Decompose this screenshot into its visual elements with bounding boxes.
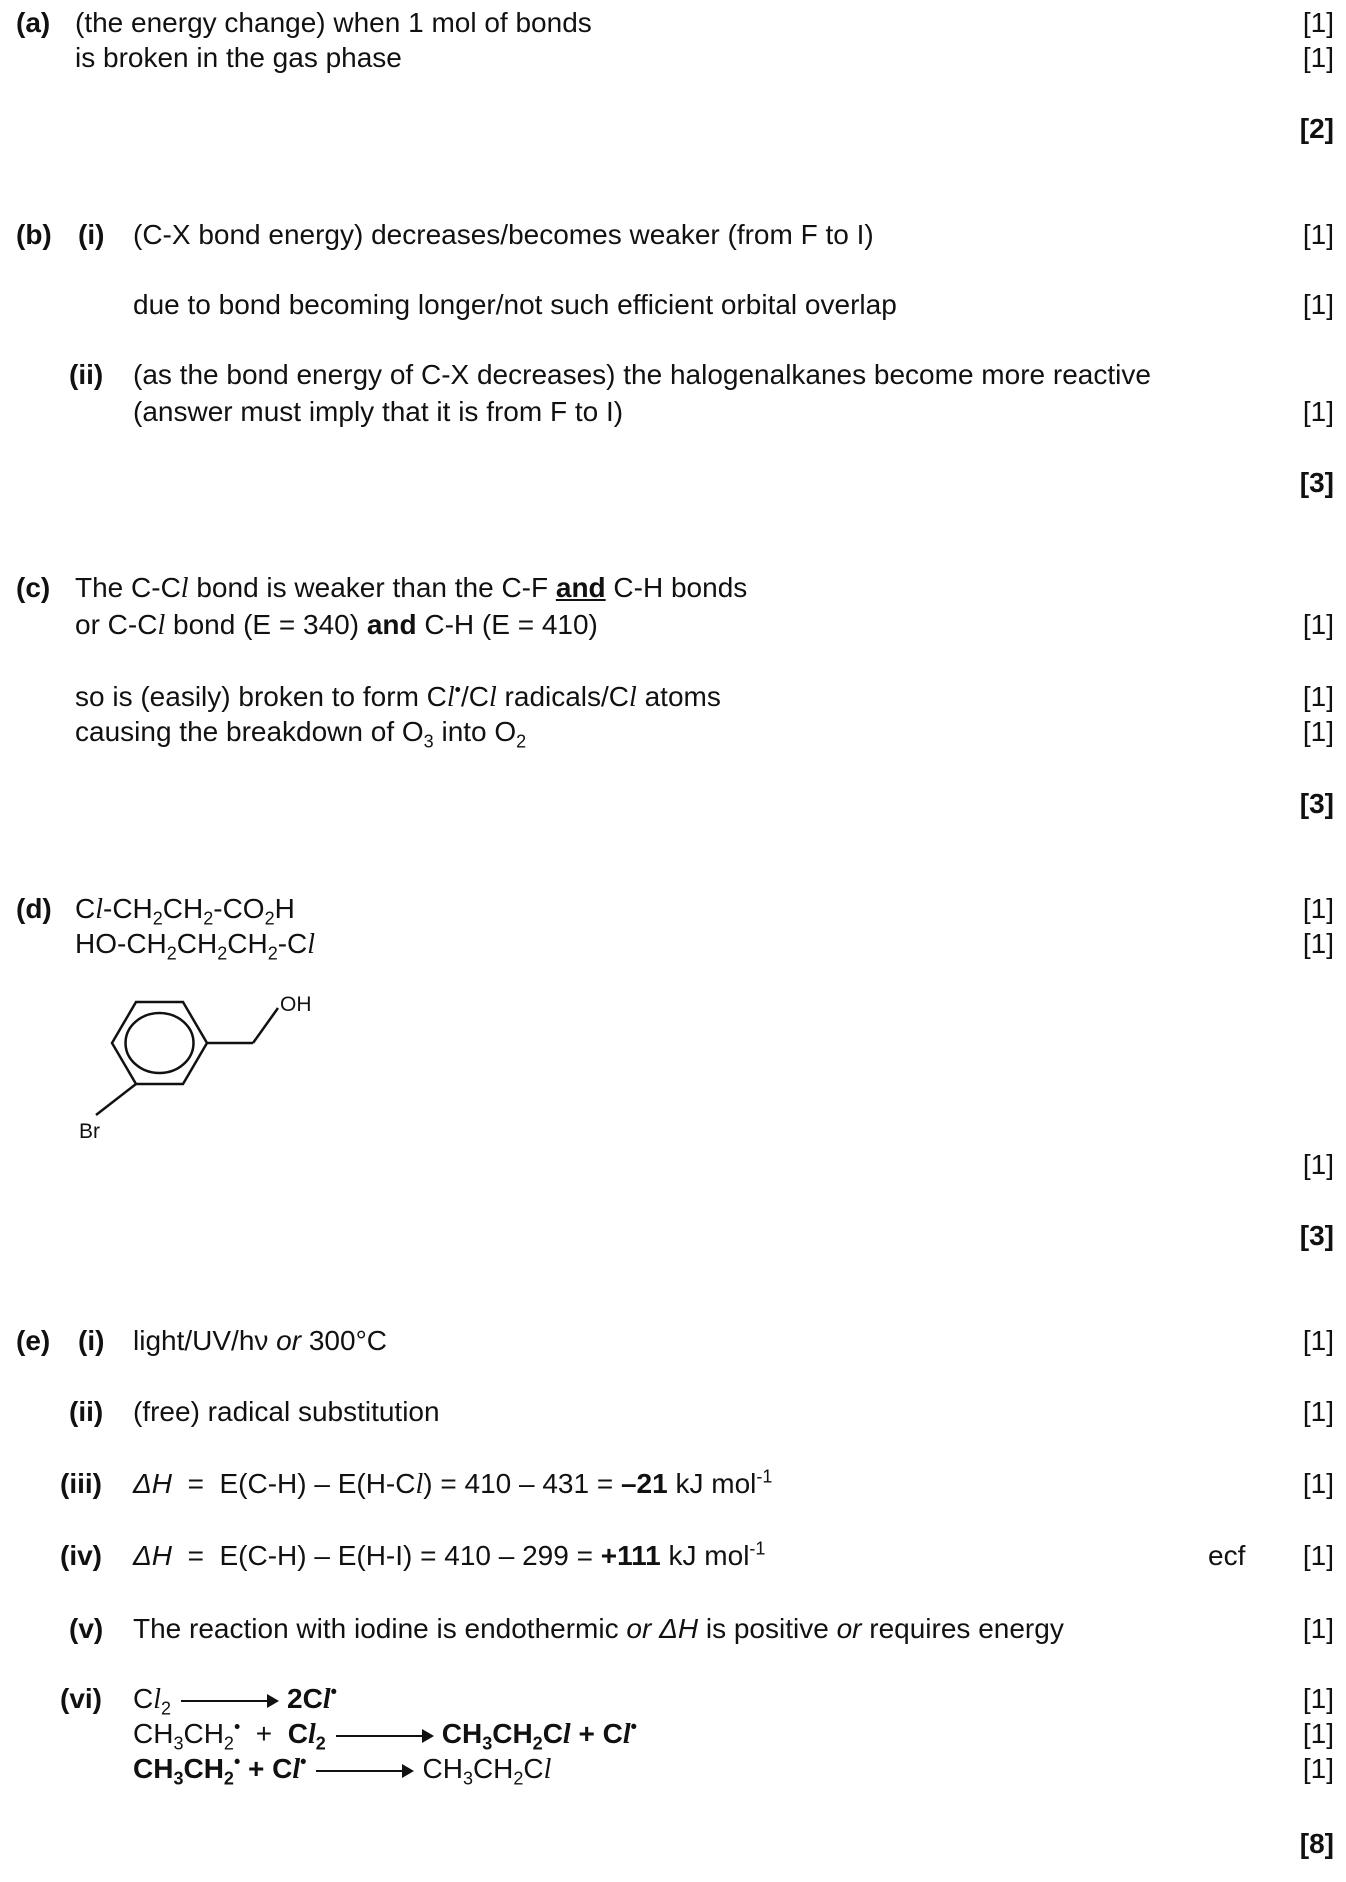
text: CH: [227, 928, 268, 959]
italic-l: l: [292, 1754, 301, 1785]
reaction-1: [133, 1681, 337, 1719]
italic-l: l: [629, 682, 637, 713]
text: [651, 1613, 659, 1644]
text: bond (E = 340): [165, 609, 367, 640]
reaction-2: [133, 1716, 637, 1754]
section-d-mark-1: [1]: [1302, 893, 1334, 924]
text: -CO: [213, 893, 265, 924]
subscript: 3: [173, 1768, 184, 1789]
text: C: [75, 893, 96, 924]
text: CH: [133, 1753, 174, 1784]
section-b-i-line-1: (C-X bond energy) decreases/becomes weaker (from F to I): [133, 219, 874, 250]
section-e-label: (e): [16, 1325, 51, 1356]
underlined-and: and: [555, 572, 606, 603]
reaction-arrow-icon: [336, 1735, 432, 1737]
italic-l: l: [488, 682, 497, 713]
bold-and: and: [366, 609, 417, 640]
text: = E(C-H) – E(H-C: [172, 1468, 416, 1499]
section-e-ii-text: (free) radical substitution: [133, 1396, 440, 1427]
subscript: 2: [217, 943, 228, 964]
delta-h: ΔH: [133, 1540, 173, 1571]
section-b-ii-line-2: (answer must imply that it is from F to I): [133, 396, 624, 427]
section-c-line-3: [75, 679, 721, 713]
italic-l: l: [622, 1719, 631, 1750]
subscript: 2: [532, 1733, 543, 1754]
text: CH: [162, 893, 204, 924]
text: is positive: [698, 1613, 837, 1644]
superscript: -1: [756, 1466, 773, 1487]
section-a-label: (a): [16, 7, 51, 38]
section-e-iv-text: [133, 1538, 766, 1571]
product-bold: 2C: [287, 1683, 323, 1714]
text: C-H (E = 410): [416, 609, 598, 640]
br-label: Br: [79, 1120, 100, 1143]
radical-dot: •: [233, 1716, 241, 1737]
section-d-mark-2: [1]: [1302, 928, 1334, 959]
text: -CH: [103, 893, 153, 924]
text: HO-CH: [75, 928, 167, 959]
reaction-arrow-icon: [316, 1770, 412, 1772]
subscript: 2: [516, 731, 527, 752]
text: CH: [441, 1718, 483, 1749]
text: /C: [460, 681, 489, 712]
section-b-ii-mark: [1]: [1302, 396, 1334, 427]
section-e-v-mark: [1]: [1302, 1613, 1334, 1644]
section-e-vi-mark-2: [1]: [1302, 1718, 1334, 1749]
section-e-iii-text: [133, 1466, 773, 1500]
radical-dot: •: [233, 1751, 241, 1772]
italic-or: or: [276, 1325, 302, 1356]
section-e-vi-mark-1: [1]: [1302, 1683, 1334, 1714]
section-c-mark-3: [1]: [1302, 716, 1334, 747]
subscript: 2: [166, 943, 177, 964]
subscript: 3: [173, 1733, 184, 1754]
section-b-i-mark-2: [1]: [1302, 289, 1334, 320]
italic-or: or: [836, 1613, 862, 1644]
text: +: [240, 1718, 288, 1749]
subscript: 2: [161, 1698, 172, 1719]
section-d-label: (d): [16, 893, 52, 924]
text: bond is weaker than the C-F: [188, 572, 556, 603]
text: C: [133, 1683, 154, 1714]
text: + C: [570, 1718, 623, 1749]
oh-label: OH: [280, 993, 312, 1016]
section-c-mark-1: [1]: [1302, 609, 1334, 640]
text: CH: [183, 1718, 224, 1749]
text: CH: [183, 1753, 224, 1784]
section-b-total: [3]: [1299, 467, 1334, 498]
section-c-mark-2: [1]: [1302, 681, 1334, 712]
radical-dot: •: [300, 1751, 307, 1772]
section-d-formula-2: [75, 928, 316, 964]
delta-h: ΔH: [659, 1613, 699, 1644]
subscript: 2: [513, 1768, 524, 1789]
section-e-iii-mark: [1]: [1302, 1468, 1334, 1499]
section-a-mark-1: [1]: [1302, 7, 1334, 38]
section-c-total: [3]: [1299, 788, 1334, 819]
text: C: [287, 1718, 308, 1749]
text: CH: [176, 928, 218, 959]
text: causing the breakdown of O: [75, 716, 424, 747]
subscript: 3: [462, 1768, 473, 1789]
text: CH: [472, 1753, 514, 1784]
delta-h: ΔH: [133, 1468, 173, 1499]
aromatic-circle: [126, 1013, 194, 1073]
section-b-i-mark-1: [1]: [1302, 219, 1334, 250]
section-e-iii-label: (iii): [60, 1468, 102, 1499]
subscript: 2: [267, 943, 278, 964]
radical-dot: •: [630, 1716, 637, 1737]
subscript: 2: [223, 1733, 234, 1754]
section-c-line-2: [75, 611, 598, 640]
italic-l: l: [415, 1469, 424, 1500]
section-a-line-1: (the energy change) when 1 mol of bonds: [75, 7, 592, 38]
section-b-label: (b): [16, 219, 52, 250]
text: The C-C: [75, 572, 181, 603]
italic-l: l: [307, 1719, 316, 1750]
oh-bond: [253, 1008, 278, 1043]
subscript: 3: [423, 731, 434, 752]
text: C-H bonds: [605, 572, 748, 603]
section-e-v-text: [133, 1615, 1064, 1643]
section-e-ii-label: (ii): [69, 1396, 104, 1427]
section-d-mark-3: [1]: [1302, 1149, 1334, 1180]
text: CH: [492, 1718, 533, 1749]
section-c-line-4: [75, 716, 527, 752]
text: radicals/C: [496, 681, 630, 712]
section-e-v-label: (v): [69, 1613, 104, 1644]
italic-l: l: [307, 929, 316, 960]
section-e-i-text: [133, 1327, 387, 1355]
section-b-ii-label: (ii): [69, 359, 104, 390]
subscript: 2: [152, 908, 163, 929]
text: CH: [422, 1753, 463, 1784]
text: light/UV/hν: [133, 1325, 277, 1356]
bromobenzyl-alcohol-structure: [60, 990, 330, 1150]
value-bold: +111: [600, 1540, 661, 1571]
subscript: 2: [315, 1733, 326, 1754]
italic-l: l: [322, 1684, 331, 1715]
section-b-i-label: (i): [78, 219, 105, 250]
section-e-total: [8]: [1299, 1828, 1334, 1859]
text: or C-C: [75, 609, 158, 640]
text: kJ mol: [667, 1468, 757, 1499]
italic-or: or: [626, 1613, 652, 1644]
italic-l: l: [543, 1754, 552, 1785]
subscript: 2: [203, 908, 214, 929]
text: atoms: [636, 681, 721, 712]
value-bold: –21: [620, 1468, 668, 1499]
section-c-line-1: [75, 574, 747, 603]
text: + C: [240, 1753, 293, 1784]
radical-dot: •: [330, 1681, 337, 1702]
text: requires energy: [861, 1613, 1064, 1644]
superscript: -1: [749, 1538, 766, 1559]
subscript: 2: [264, 908, 275, 929]
section-b-i-line-2: due to bond becoming longer/not such efficient orbital overlap: [133, 289, 897, 320]
section-e-ii-mark: [1]: [1302, 1396, 1334, 1427]
text: 300°C: [301, 1325, 387, 1356]
text: H: [274, 893, 295, 924]
section-a-mark-2: [1]: [1302, 42, 1334, 73]
radical-dot: •: [454, 679, 461, 700]
italic-l: l: [446, 682, 455, 713]
section-a-line-2: is broken in the gas phase: [75, 42, 402, 73]
section-c-label: (c): [16, 572, 51, 603]
section-b-ii-line-1: (as the bond energy of C-X decreases) the halogenalkanes become more reactive: [133, 359, 1151, 390]
text: so is (easily) broken to form C: [75, 681, 447, 712]
italic-l: l: [180, 573, 189, 604]
text: The reaction with iodine is endothermic: [133, 1613, 627, 1644]
text: C: [542, 1718, 563, 1749]
section-d-total: [3]: [1299, 1220, 1334, 1251]
italic-l: l: [153, 1684, 162, 1715]
text: C: [523, 1753, 544, 1784]
section-d-formula-1: [75, 893, 295, 929]
section-e-iv-mark: [1]: [1302, 1540, 1334, 1571]
subscript: 2: [223, 1768, 234, 1789]
ecf-note: ecf: [1208, 1540, 1246, 1571]
italic-l: l: [562, 1719, 571, 1750]
section-e-vi-label: (vi): [60, 1683, 102, 1714]
subscript: 3: [482, 1733, 493, 1754]
text: ) = 410 – 431 =: [423, 1468, 621, 1499]
reaction-3: [133, 1751, 552, 1789]
text: CH: [133, 1718, 174, 1749]
section-e-vi-mark-3: [1]: [1302, 1753, 1334, 1784]
section-e-iv-label: (iv): [60, 1540, 102, 1571]
text: into O: [433, 716, 517, 747]
italic-l: l: [95, 894, 104, 925]
section-e-i-label: (i): [78, 1325, 105, 1356]
text: kJ mol: [660, 1540, 750, 1571]
text: = E(C-H) – E(H-I) = 410 – 299 =: [172, 1540, 601, 1571]
italic-l: l: [157, 610, 166, 641]
br-bond: [96, 1084, 136, 1115]
reaction-arrow-icon: [181, 1700, 277, 1702]
text: -C: [277, 928, 308, 959]
section-a-total: [2]: [1299, 113, 1334, 144]
section-e-i-mark: [1]: [1302, 1325, 1334, 1356]
